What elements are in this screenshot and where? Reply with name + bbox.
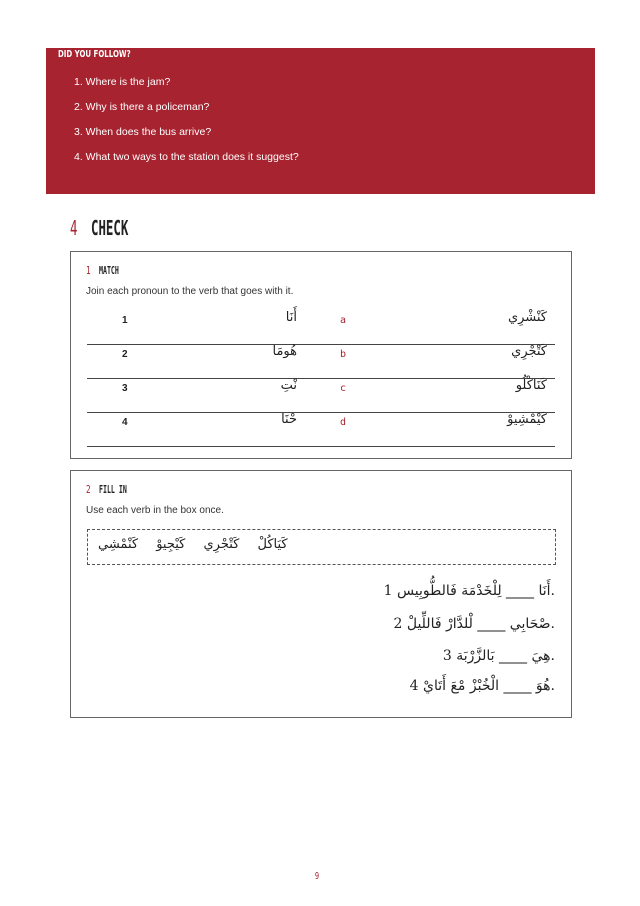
question-item: 2. Why is there a policeman? xyxy=(74,101,210,113)
row-number: 3 xyxy=(122,383,128,394)
match-row xyxy=(87,378,555,413)
match-row xyxy=(87,412,555,447)
row-letter: a xyxy=(340,315,347,326)
question-item: 4. What two ways to the station does it suggest? xyxy=(74,151,299,163)
section-number: 4 xyxy=(70,216,78,240)
row-number: 4 xyxy=(122,417,128,428)
pronoun[interactable]: هُومَا xyxy=(272,344,297,359)
pronoun[interactable]: حْنَا xyxy=(281,412,297,427)
exercise-heading xyxy=(86,264,132,277)
sentence-text[interactable]: هِيَ ____ بَالزَّرْبَة xyxy=(456,648,551,664)
exercise-instruction: Use each verb in the box once. xyxy=(86,505,224,516)
exercise-title: FILL IN xyxy=(99,483,128,496)
verb[interactable]: كَنْشْرِي xyxy=(507,310,547,325)
question-item: 3. When does the bus arrive? xyxy=(74,126,212,138)
page-number: 9 xyxy=(314,871,320,882)
verb[interactable]: كَيْمْشِيوْ xyxy=(507,412,547,427)
fill-sentence xyxy=(384,583,555,599)
row-letter: d xyxy=(340,417,347,428)
did-you-follow-panel xyxy=(46,48,595,194)
word-chip: كَيْجِيوْ xyxy=(156,537,186,552)
sentence-number: 2. xyxy=(393,616,555,632)
sentence-text[interactable]: أَنَا ____ لِلْخَدْمَة فَالطُّوبِيس xyxy=(396,583,551,599)
panel-title: DID YOU FOLLOW? xyxy=(58,49,131,60)
sentence-text[interactable]: هُوَ ____ الْخُبْزْ مْعَ أَتَايْ xyxy=(423,678,551,694)
match-row xyxy=(87,344,555,379)
exercise-instruction: Join each pronoun to the verb that goes with it. xyxy=(86,286,294,297)
fill-sentence xyxy=(393,616,555,632)
word-chip: كَيَاكُلْ xyxy=(257,537,288,552)
row-number: 2 xyxy=(122,349,128,360)
fill-sentence xyxy=(443,648,555,664)
match-exercise xyxy=(70,251,572,459)
verb[interactable]: كَتْجْرِي xyxy=(511,344,547,359)
word-chip: كَنْمْشِي xyxy=(98,537,139,552)
row-number: 1 xyxy=(122,315,128,326)
fill-in-exercise xyxy=(70,470,572,718)
exercise-title: MATCH xyxy=(99,264,120,277)
fill-sentence xyxy=(410,678,555,694)
section-heading xyxy=(70,216,151,240)
sentence-number: 1. xyxy=(383,583,555,599)
sentence-number: 4. xyxy=(409,678,555,694)
word-box xyxy=(87,529,556,565)
row-letter: b xyxy=(340,349,347,360)
word-list xyxy=(98,537,302,552)
sentence-text[interactable]: صْحَابِي ____ لْلدَّارْ فَاللِّيلْ xyxy=(406,616,551,632)
exercise-number: 2 xyxy=(86,483,91,496)
question-list xyxy=(74,75,299,175)
verb[interactable]: كَنَاكْلُو xyxy=(515,378,547,393)
word-chip: كَتْجْرِي xyxy=(203,537,240,552)
sentence-number: 3. xyxy=(442,648,555,664)
pronoun[interactable]: أَنَا xyxy=(285,310,297,325)
question-item: 1. Where is the jam? xyxy=(74,76,171,88)
exercise-number: 1 xyxy=(86,264,91,277)
match-row xyxy=(87,310,555,345)
row-letter: c xyxy=(340,383,347,394)
exercise-heading xyxy=(86,483,146,496)
section-title: CHECK xyxy=(90,216,129,240)
pronoun[interactable]: نْتِ xyxy=(280,378,297,393)
